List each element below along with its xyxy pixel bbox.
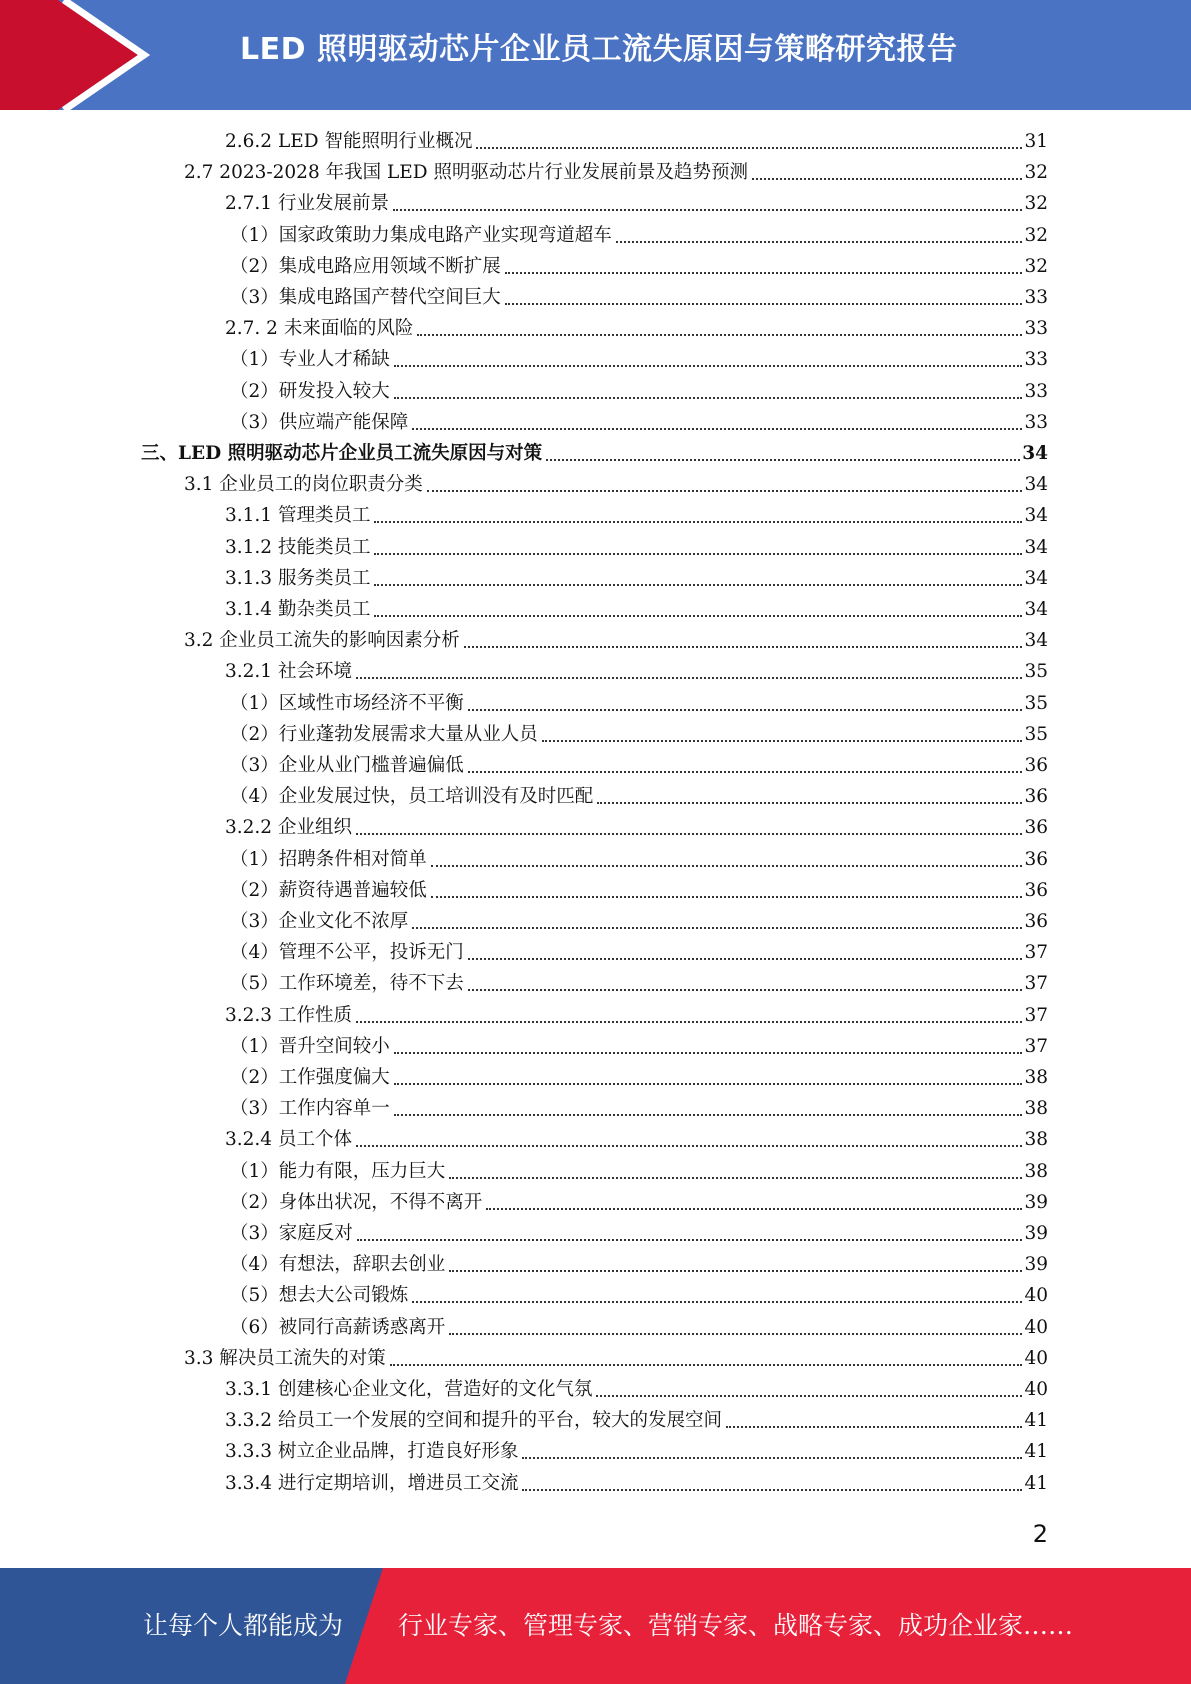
toc-entry[interactable]	[184, 625, 1048, 656]
toc-entry[interactable]	[225, 1124, 1048, 1155]
toc-entry[interactable]	[225, 563, 1048, 594]
toc-entry-title: 3.1.2 技能类员工	[225, 536, 371, 558]
toc-dot-leader	[412, 428, 1022, 430]
toc-entry-page: 41	[1024, 1472, 1048, 1494]
toc-dot-leader	[356, 1021, 1023, 1023]
toc-entry[interactable]	[230, 781, 1048, 812]
toc-dot-leader	[597, 802, 1022, 804]
toc-entry-title: 2.7. 2 未来面临的风险	[225, 318, 414, 340]
toc-entry-page: 38	[1024, 1160, 1048, 1182]
toc-entry-page: 33	[1024, 318, 1048, 340]
toc-dot-leader	[476, 147, 1022, 149]
toc-entry-title: （5）工作环境差，待不下去	[230, 973, 464, 995]
toc-entry-page: 35	[1024, 723, 1048, 745]
toc-entry[interactable]	[225, 1000, 1048, 1031]
toc-entry-title: （1）区域性市场经济不平衡	[230, 692, 464, 714]
toc-entry[interactable]	[230, 937, 1048, 968]
toc-entry-title: 3.2.2 企业组织	[225, 817, 352, 839]
toc-entry-page: 31	[1024, 131, 1048, 152]
toc-entry-title: 三、LED 照明驱动芯片企业员工流失原因与对策	[141, 443, 543, 464]
toc-entry-title: 3.3 解决员工流失的对策	[184, 1347, 386, 1369]
toc-entry-title: 3.1.3 服务类员工	[225, 567, 371, 589]
toc-entry-page: 34	[1024, 630, 1048, 652]
toc-entry-page: 40	[1024, 1285, 1048, 1307]
toc-dot-leader	[468, 771, 1023, 773]
toc-dot-leader	[394, 397, 1023, 399]
toc-entry-page: 34	[1024, 567, 1048, 589]
toc-dot-leader	[356, 1145, 1023, 1147]
toc-entry-title: 3.3.3 树立企业品牌，打造良好形象	[225, 1441, 519, 1463]
toc-entry-title: （3）集成电路国产替代空间巨大	[230, 287, 501, 308]
toc-dot-leader	[356, 677, 1023, 679]
toc-entry-page: 39	[1024, 1223, 1048, 1244]
toc-entry[interactable]	[230, 968, 1048, 999]
toc-entry-page: 38	[1024, 1129, 1048, 1151]
toc-entry-page: 37	[1024, 1004, 1048, 1026]
toc-dot-leader	[464, 646, 1023, 648]
toc-entry[interactable]	[225, 313, 1048, 344]
toc-entry[interactable]	[230, 376, 1048, 407]
toc-entry[interactable]	[230, 1218, 1048, 1249]
toc-dot-leader	[752, 178, 1022, 180]
toc-dot-leader	[394, 365, 1023, 367]
toc-entry[interactable]	[184, 157, 1048, 188]
toc-dot-leader	[449, 1270, 1022, 1272]
page-number: 2	[1032, 1520, 1048, 1548]
toc-entry-title: 3.3.1 创建核心企业文化，营造好的文化气氛	[225, 1379, 593, 1400]
toc-dot-leader	[449, 1177, 1022, 1179]
toc-entry-title: 3.3.4 进行定期培训，增进员工交流	[225, 1472, 519, 1494]
toc-entry[interactable]	[225, 126, 1048, 157]
toc-dot-leader	[546, 459, 1020, 461]
toc-entry[interactable]	[225, 532, 1048, 563]
toc-entry[interactable]	[225, 656, 1048, 687]
toc-entry-title: 3.2.3 工作性质	[225, 1004, 352, 1026]
toc-dot-leader	[522, 1489, 1022, 1491]
toc-entry-page: 40	[1024, 1316, 1048, 1338]
toc-entry-page: 35	[1024, 661, 1048, 683]
toc-entry-page: 39	[1024, 1191, 1048, 1213]
toc-entry-title: （1）能力有限，压力巨大	[230, 1160, 446, 1182]
toc-entry[interactable]	[225, 188, 1048, 219]
toc-entry-title: （3）供应端产能保障	[230, 411, 409, 433]
toc-entry[interactable]	[225, 1468, 1048, 1499]
toc-entry[interactable]	[225, 1405, 1048, 1436]
toc-entry[interactable]	[225, 500, 1048, 531]
toc-dot-leader	[374, 553, 1022, 555]
toc-dot-leader	[357, 1239, 1023, 1241]
toc-entry[interactable]	[230, 1031, 1048, 1062]
toc-entry-page: 41	[1024, 1441, 1048, 1463]
toc-entry-page: 33	[1024, 349, 1048, 371]
toc-entry-page: 33	[1024, 411, 1048, 433]
toc-entry-title: （1）专业人才稀缺	[230, 349, 390, 371]
toc-dot-leader	[726, 1426, 1022, 1428]
page-footer	[0, 1568, 1191, 1684]
toc-entry-title: （1）晋升空间较小	[230, 1035, 390, 1057]
toc-dot-leader	[412, 927, 1022, 929]
toc-entry-page: 40	[1024, 1379, 1048, 1400]
toc-entry[interactable]	[230, 344, 1048, 375]
toc-entry-title: （2）行业蓬勃发展需求大量从业人员	[230, 723, 538, 745]
toc-dot-leader	[390, 1364, 1023, 1366]
toc-entry-title: 2.7.1 行业发展前景	[225, 193, 389, 215]
toc-dot-leader	[505, 303, 1023, 305]
toc-dot-leader	[374, 615, 1022, 617]
toc-entry[interactable]	[230, 282, 1048, 313]
toc-entry-page: 32	[1024, 162, 1048, 184]
toc-entry-title: （2）工作强度偏大	[230, 1067, 390, 1088]
toc-entry[interactable]	[230, 1312, 1048, 1343]
toc-entry[interactable]	[225, 1436, 1048, 1467]
toc-entry-page: 40	[1024, 1347, 1048, 1369]
toc-entry[interactable]	[230, 906, 1048, 937]
footer-slogan-right: 行业专家、管理专家、营销专家、战略专家、成功企业家……	[398, 1611, 1074, 1640]
toc-entry-title: （3）家庭反对	[230, 1223, 353, 1244]
report-title: LED 照明驱动芯片企业员工流失原因与策略研究报告	[240, 32, 958, 67]
toc-entry-page: 34	[1022, 443, 1048, 464]
toc-dot-leader	[468, 989, 1023, 991]
toc-dot-leader	[596, 1395, 1022, 1397]
toc-dot-leader	[417, 334, 1022, 336]
toc-entry[interactable]	[230, 1093, 1048, 1124]
toc-dot-leader	[431, 865, 1023, 867]
toc-entry-title: （2）研发投入较大	[230, 380, 390, 402]
toc-entry[interactable]	[230, 1249, 1048, 1280]
toc-entry-page: 36	[1024, 786, 1048, 808]
toc-entry[interactable]	[230, 251, 1048, 282]
toc-entry[interactable]	[184, 469, 1048, 500]
toc-entry-page: 37	[1024, 973, 1048, 995]
toc-dot-leader	[522, 1457, 1022, 1459]
toc-entry[interactable]	[184, 1343, 1048, 1374]
toc-entry-title: 3.2 企业员工流失的影响因素分析	[184, 630, 460, 652]
toc-entry[interactable]	[225, 594, 1048, 625]
toc-entry-title: 3.1 企业员工的岗位职责分类	[184, 474, 423, 496]
toc-dot-leader	[394, 1052, 1023, 1054]
toc-entry-title: （2）身体出状况，不得不离开	[230, 1191, 483, 1213]
toc-entry-page: 37	[1024, 942, 1048, 964]
toc-dot-leader	[542, 740, 1023, 742]
toc-entry-page: 36	[1024, 879, 1048, 901]
chevron-arrow-icon	[0, 0, 160, 110]
toc-entry-title: （4）管理不公平，投诉无门	[230, 942, 464, 964]
toc-dot-leader	[394, 1114, 1023, 1116]
toc-entry-title: （5）想去大公司锻炼	[230, 1285, 409, 1307]
toc-entry-page: 34	[1024, 474, 1048, 496]
toc-entry[interactable]	[230, 875, 1048, 906]
toc-dot-leader	[412, 1301, 1022, 1303]
toc-entry-title: （6）被同行高薪诱惑离开	[230, 1316, 446, 1338]
toc-entry-title: 2.7 2023-2028 年我国 LED 照明驱动芯片行业发展前景及趋势预测	[184, 162, 748, 184]
toc-entry-title: （1）国家政策助力集成电路产业实现弯道超车	[230, 224, 612, 246]
toc-entry-page: 39	[1024, 1254, 1048, 1276]
toc-entry-title: （3）工作内容单一	[230, 1098, 390, 1120]
toc-dot-leader	[356, 833, 1023, 835]
toc-entry-title: 3.2.4 员工个体	[225, 1129, 352, 1151]
toc-entry-title: （1）招聘条件相对简单	[230, 848, 427, 870]
toc-entry-page: 33	[1024, 287, 1048, 308]
toc-entry[interactable]	[230, 407, 1048, 438]
toc-entry-page: 34	[1024, 505, 1048, 527]
toc-entry-title: （2）薪资待遇普遍较低	[230, 879, 427, 901]
toc-entry-page: 38	[1024, 1098, 1048, 1120]
toc-dot-leader	[431, 896, 1023, 898]
toc-entry[interactable]	[230, 1156, 1048, 1187]
toc-entry[interactable]	[230, 750, 1048, 781]
toc-entry-page: 36	[1024, 817, 1048, 839]
toc-entry[interactable]	[230, 719, 1048, 750]
toc-entry[interactable]	[230, 220, 1048, 251]
toc-dot-leader	[394, 1083, 1023, 1085]
toc-entry-page: 32	[1024, 255, 1048, 277]
toc-dot-leader	[374, 584, 1022, 586]
toc-entry[interactable]	[141, 438, 1048, 469]
toc-dot-leader	[486, 1208, 1022, 1210]
toc-entry-title: 3.1.1 管理类员工	[225, 505, 371, 527]
page-header	[0, 0, 1191, 110]
toc-dot-leader	[468, 958, 1023, 960]
toc-dot-leader	[374, 521, 1022, 523]
toc-dot-leader	[449, 1333, 1022, 1335]
footer-slogan-left: 让每个人都能成为	[143, 1611, 344, 1640]
toc-entry[interactable]	[225, 812, 1048, 843]
toc-entry-page: 32	[1024, 224, 1048, 246]
toc-entry[interactable]	[230, 1062, 1048, 1093]
toc-entry-title: （3）企业文化不浓厚	[230, 911, 409, 932]
toc-entry-title: 3.1.4 勤杂类员工	[225, 599, 371, 620]
toc-entry-title: 2.6.2 LED 智能照明行业概况	[225, 131, 473, 152]
toc-entry-page: 36	[1024, 755, 1048, 776]
toc-dot-leader	[427, 490, 1023, 492]
toc-entry-page: 34	[1024, 599, 1048, 620]
toc-entry-page: 36	[1024, 911, 1048, 932]
toc-entry-title: （2）集成电路应用领域不断扩展	[230, 255, 501, 277]
toc-entry-title: （3）企业从业门槛普遍偏低	[230, 755, 464, 776]
toc-entry[interactable]	[225, 1374, 1048, 1405]
toc-entry-page: 35	[1024, 692, 1048, 714]
toc-entry[interactable]	[230, 1280, 1048, 1311]
toc-entry-title: 3.2.1 社会环境	[225, 661, 352, 683]
toc-entry-title: （4）企业发展过快，员工培训没有及时匹配	[230, 786, 594, 808]
toc-entry-page: 33	[1024, 380, 1048, 402]
toc-entry[interactable]	[230, 688, 1048, 719]
toc-dot-leader	[468, 709, 1023, 711]
toc-entry[interactable]	[230, 1187, 1048, 1218]
toc-dot-leader	[505, 272, 1023, 274]
toc-entry[interactable]	[230, 844, 1048, 875]
toc-entry-page: 36	[1024, 848, 1048, 870]
toc-entry-page: 34	[1024, 536, 1048, 558]
toc-entry-page: 41	[1024, 1410, 1048, 1432]
toc-entry-page: 32	[1024, 193, 1048, 215]
toc-dot-leader	[393, 209, 1022, 211]
toc-entry-title: 3.3.2 给员工一个发展的空间和提升的平台，较大的发展空间	[225, 1410, 722, 1432]
toc-entry-page: 38	[1024, 1067, 1048, 1088]
toc-entry-page: 37	[1024, 1035, 1048, 1057]
toc-entry-title: （4）有想法，辞职去创业	[230, 1254, 446, 1276]
toc-dot-leader	[616, 241, 1023, 243]
